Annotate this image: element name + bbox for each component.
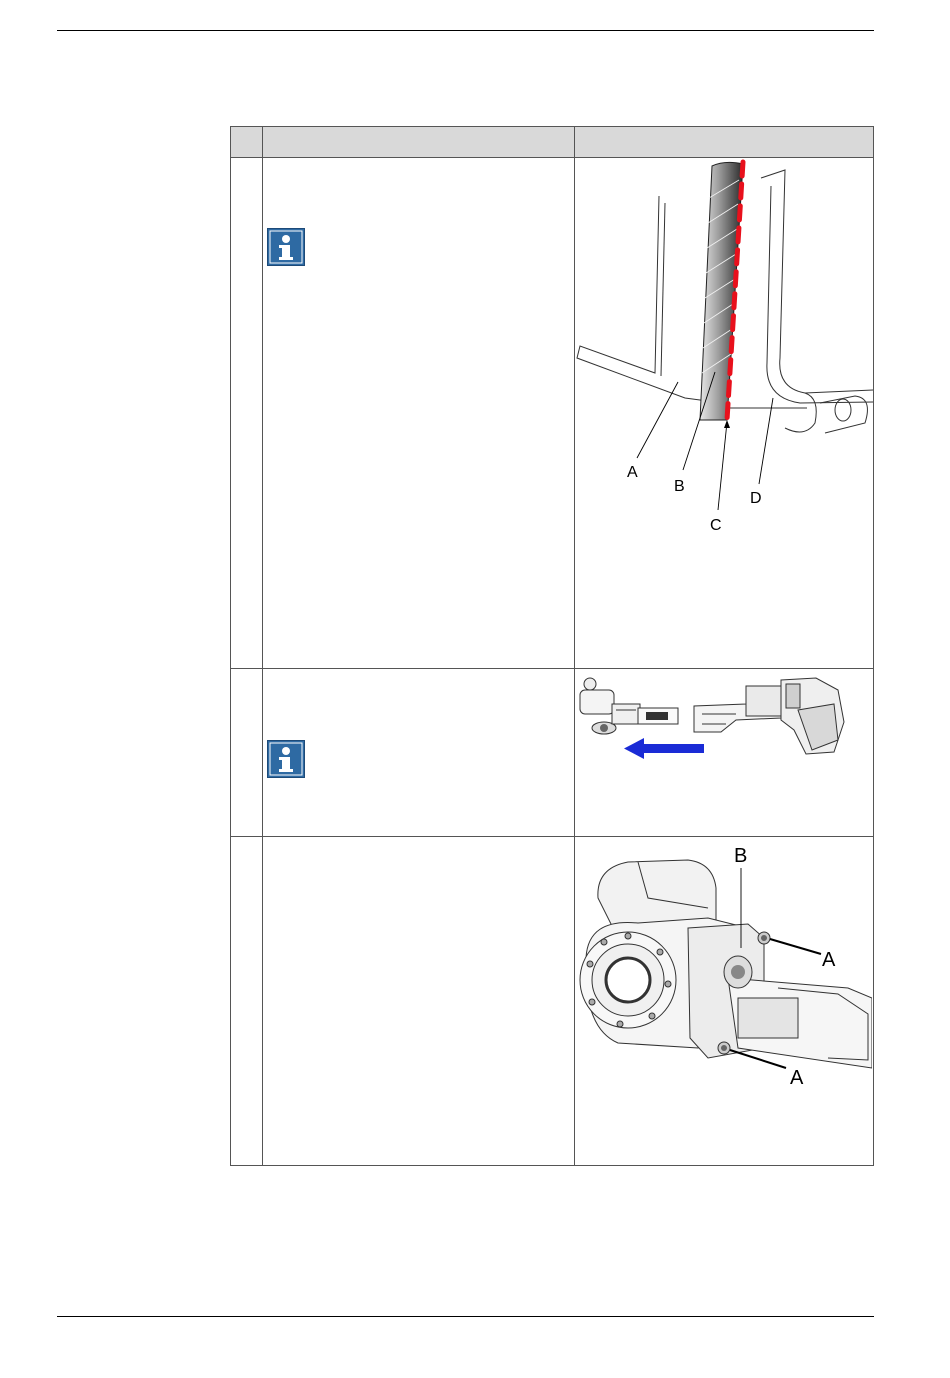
callout-label-c: C — [710, 517, 722, 534]
table-header-row — [231, 127, 873, 158]
callout-label-b: B — [674, 478, 685, 495]
callout-label-d: D — [750, 490, 762, 507]
callout-label-b: B — [734, 845, 748, 867]
callout-label-a: A — [790, 1067, 804, 1089]
info-icon — [267, 228, 305, 266]
cable-seam-figure — [575, 158, 873, 538]
callout-label-a: A — [627, 464, 638, 481]
footer-rule — [57, 1316, 874, 1317]
header-rule — [57, 30, 874, 31]
row-divider — [231, 668, 873, 669]
column-divider-step — [262, 127, 263, 1165]
callout-label-a: A — [822, 949, 836, 971]
info-icon — [267, 740, 305, 778]
motor-mount-figure — [578, 838, 872, 1098]
unit-removal-figure — [576, 670, 872, 762]
row-divider — [231, 836, 873, 837]
